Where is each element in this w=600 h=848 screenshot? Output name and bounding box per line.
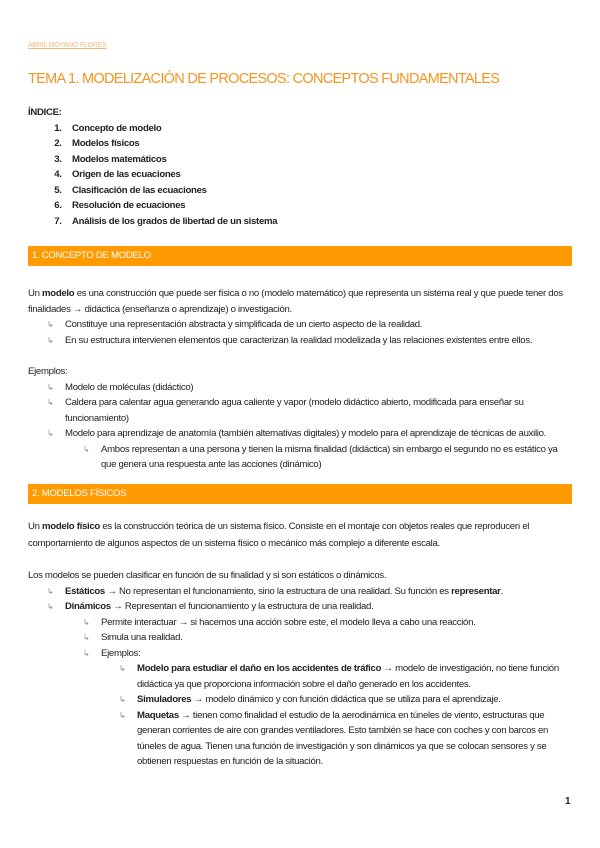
bullet-item: ↳ Caldera para calentar agua generando agua caliente y vapor (modelo didáctico abierto, modificada para enseñar su funcionamiento) xyxy=(47,397,524,424)
bullet-arrow-icon: ↳ xyxy=(47,586,54,596)
bullet-arrow-icon: ↳ xyxy=(47,335,54,345)
toc-item: 7. Análisis de los grados de libertad de un sistema xyxy=(64,214,572,230)
bullet-item: ↳ Ambos representan a una persona y tienen la misma finalidad (didáctica) sin embargo el segundo no es estático ya que genera una respuesta ante las acciones (dinámico) xyxy=(83,443,558,470)
section-modelos-fisicos xyxy=(28,484,572,770)
toc-item: 5. Clasificación de las ecuaciones xyxy=(64,183,572,199)
bullet-arrow-icon: ↳ xyxy=(119,695,126,704)
bullet-item: ↳ Estáticos → No representan el funcionamiento, sino la estructura de una realidad. Su función es representar. xyxy=(28,584,572,600)
document-title: TEMA 1. MODELIZACIÓN DE PROCESOS: CONCEPTOS FUNDAMENTALES xyxy=(28,71,500,87)
toc-item: 4. Origen de las ecuaciones xyxy=(64,167,572,183)
bullet-arrow-icon: ↳ xyxy=(119,664,126,673)
bullet-arrow-icon: ↳ xyxy=(83,444,90,454)
examples-label: Ejemplos: xyxy=(28,366,68,377)
bullet-item: ↳ Ejemplos: xyxy=(28,646,572,662)
bullet-item: ↳ Modelo de moléculas (didáctico) xyxy=(28,380,572,396)
section-concepto-de-modelo xyxy=(28,246,572,473)
bullet-item: ↳ Modelo para estudiar el daño en los accidentes de tráfico → modelo de investigación, no tiene función didáctica ya que proporciona información sobre el daño generado en los accidentes. xyxy=(119,663,559,690)
bullet-item: ↳ Dinámicos → Representan el funcionamiento y la estructura de una realidad. xyxy=(28,599,572,615)
section-heading: 2. MODELOS FÍSICOS xyxy=(28,484,572,504)
paragraph: Un modelo físico es la construcción teórica de un sistema físico. Consiste en el montaje con objetos reales que reproducen el comportamiento de algunos aspectos de un sistema físico o mecánico más complejo a diferente escala. xyxy=(28,521,530,549)
paragraph: Los modelos se pueden clasificar en función de su finalidad y si son estáticos o dinámicos. xyxy=(28,570,387,581)
paragraph: Un modelo es una construcción que puede ser física o no (modelo matemático) que representa un sistema real y que puede tener dos finalidades → didáctica (enseñanza o aprendizaje) o investigación. xyxy=(28,288,563,315)
bullet-arrow-icon: ↳ xyxy=(47,398,54,407)
bullet-item: ↳ Simula una realidad. xyxy=(28,630,572,646)
bullet-arrow-icon: ↳ xyxy=(83,633,90,642)
bullet-arrow-icon: ↳ xyxy=(47,602,54,611)
bullet-arrow-icon: ↳ xyxy=(83,648,90,658)
toc-item: 6. Resolución de ecuaciones xyxy=(64,198,572,214)
bullet-arrow-icon: ↳ xyxy=(119,710,126,720)
bullet-arrow-icon: ↳ xyxy=(47,429,54,438)
bullet-arrow-icon: ↳ xyxy=(83,617,90,627)
toc-item: 2. Modelos físicos xyxy=(64,136,572,152)
author-name: ABRIL MOYANO FLORES xyxy=(28,42,107,49)
page-number: 1 xyxy=(565,796,571,807)
bullet-arrow-icon: ↳ xyxy=(47,382,54,392)
bullet-item: ↳ En su estructura intervienen elementos que caracterizan la realidad modelizada y las relaciones existentes entre ellos. xyxy=(28,333,572,349)
bullet-item: ↳ Constituye una representación abstracta y simplificada de un cierto aspecto de la realidad. xyxy=(28,317,572,333)
toc-item: 3. Modelos matemáticos xyxy=(64,152,572,168)
toc-heading: ÍNDICE: xyxy=(28,107,62,118)
section-heading: 1. CONCEPTO DE MODELO xyxy=(28,246,572,266)
bullet-item: ↳ Modelo para aprendizaje de anatomía (también alternativas digitales) y modelo para el aprendizaje de técnicas de auxilio. xyxy=(28,426,572,442)
table-of-contents xyxy=(28,105,572,229)
bullet-item: ↳ Simuladores → modelo dinámico y con función didáctica que se utiliza para el aprendizaje. xyxy=(28,692,572,708)
bullet-item: ↳ Maquetas → tienen como finalidad el estudio de la aerodinámica en túneles de viento, estructuras que generan corrientes de aire con grandes ventiladores. Esto también se hace con coches y con barcos en túneles de agua. Tienen una función de investigación y son dinámicos ya que se colocan sensores y se obtienen respuestas en función de la situación. xyxy=(119,709,549,767)
toc-item: 1. Concepto de modelo xyxy=(64,121,572,137)
bullet-arrow-icon: ↳ xyxy=(47,320,54,329)
bullet-item: ↳ Permite interactuar → si hacemos una acción sobre este, el modelo lleva a cabo una reacción. xyxy=(28,615,572,631)
